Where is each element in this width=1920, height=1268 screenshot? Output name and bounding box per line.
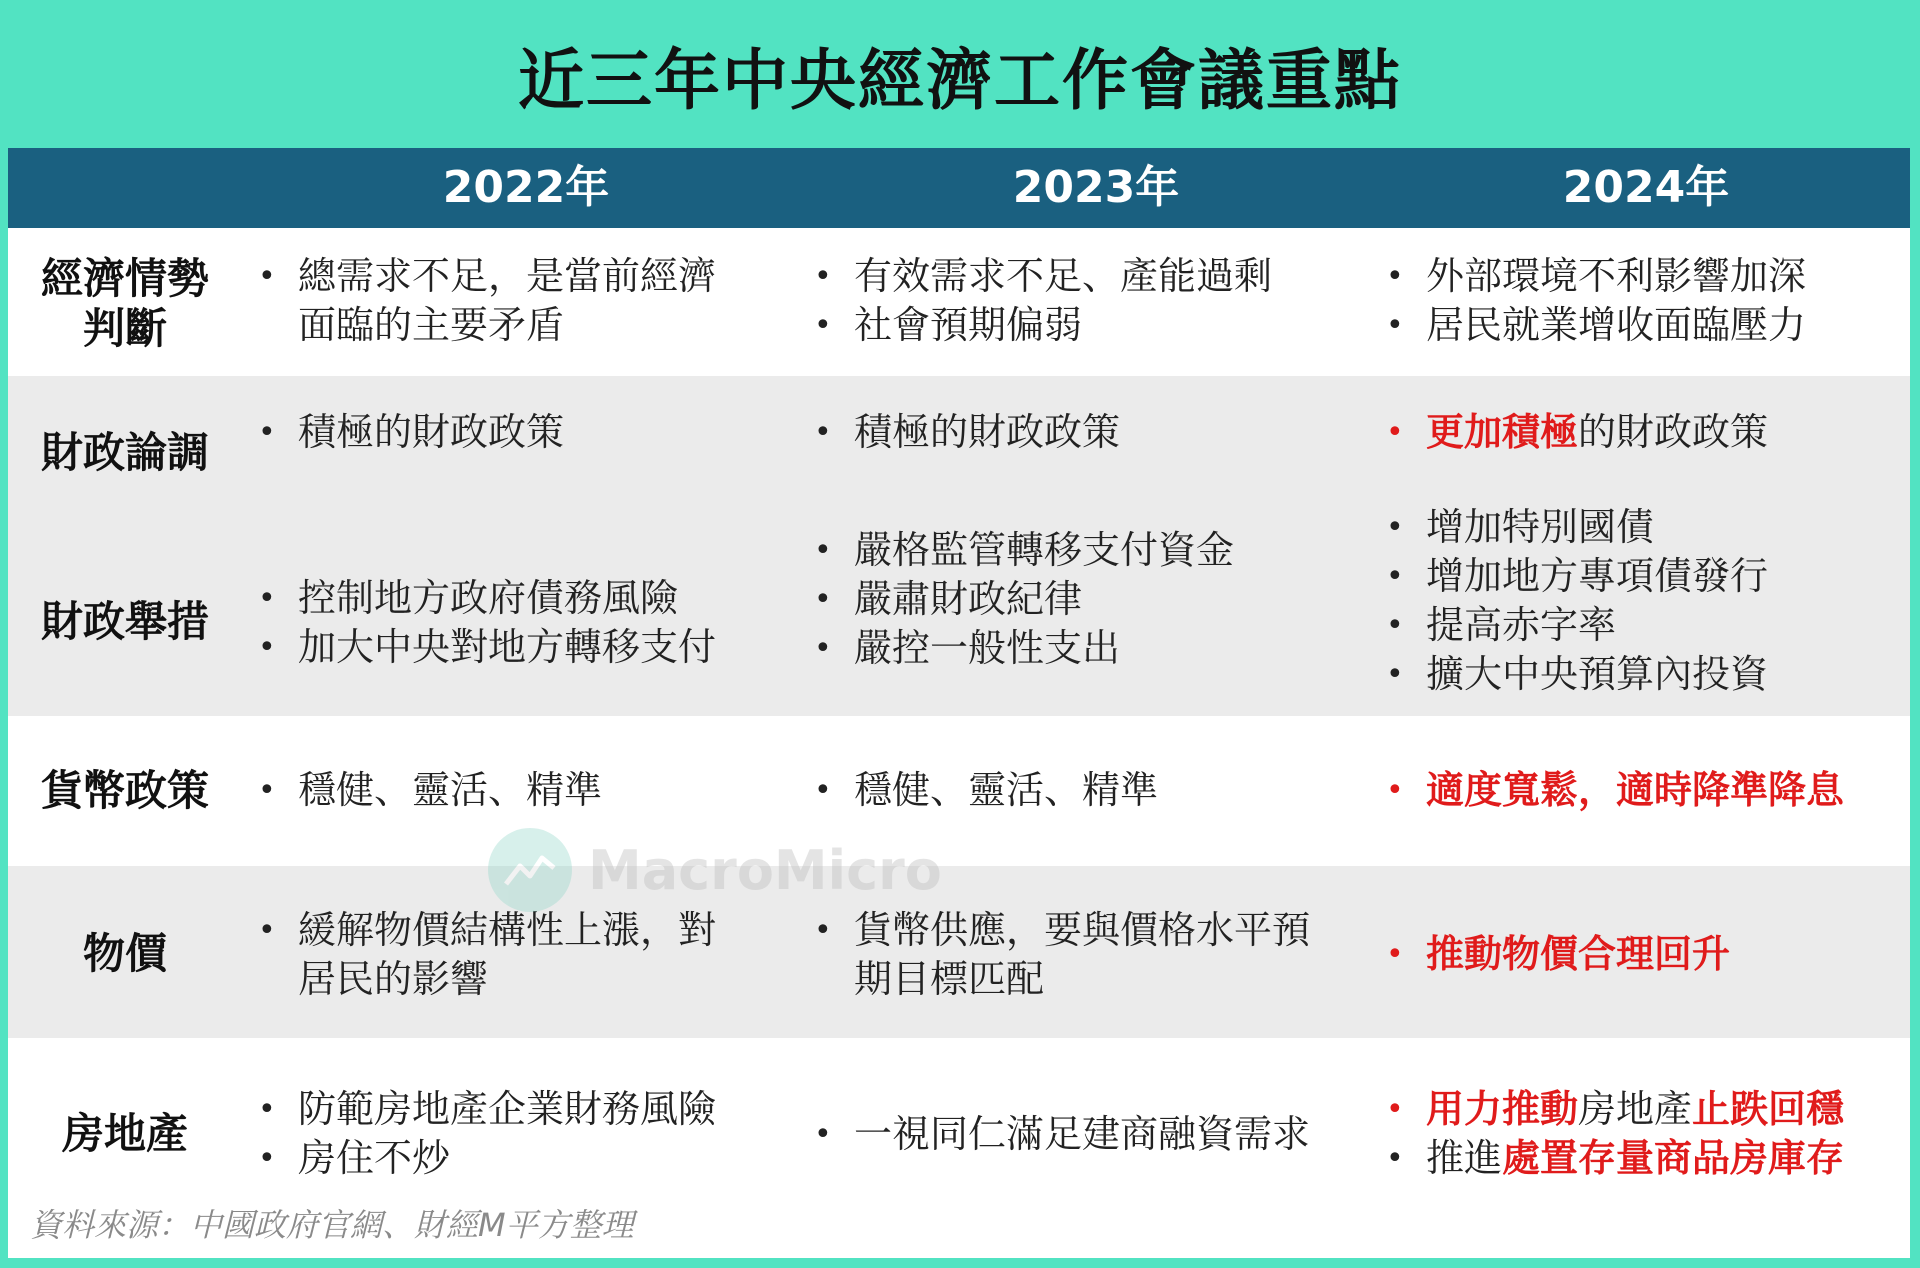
- cell-fiscal-measures-2023: [810, 524, 1382, 674]
- highlight-text: 用力推動: [1426, 1087, 1579, 1131]
- list-item: [1382, 1134, 1910, 1183]
- list-item: [254, 252, 810, 350]
- cell-property-2022: [254, 1084, 810, 1184]
- highlight-text: 處置存量商品房庫存: [1502, 1136, 1845, 1180]
- item-text: 推進: [1426, 1136, 1503, 1180]
- cell-property-2024: [1382, 1084, 1910, 1184]
- list-item: • 控制地方政府債務風險: [254, 574, 810, 623]
- cell-monetary-2024: [1382, 760, 1910, 820]
- cell-situation-2023: [810, 252, 1382, 350]
- cell-prices-2024: [1382, 924, 1910, 984]
- list-item: [1382, 766, 1910, 815]
- item-text: 總需求不足，是當前經濟: [298, 254, 717, 298]
- item-text: 房地產: [1578, 1087, 1693, 1131]
- source-note: 資料來源：中國政府官網、財經M平方整理: [30, 1206, 634, 1244]
- row-label-line: 經濟情勢: [40, 254, 209, 303]
- cell-monetary-2022: [254, 760, 810, 820]
- cell-situation-2024: [1382, 252, 1910, 350]
- row-label-fiscal-tone: 財政論調: [40, 428, 209, 477]
- list-item: • 嚴控一般性支出: [810, 624, 1382, 673]
- highlight-text: 推動物價合理回升: [1426, 931, 1731, 976]
- watermark: [488, 820, 942, 920]
- list-item: • 嚴格監管轉移支付資金: [810, 526, 1382, 575]
- list-item: • 積極的財政政策: [810, 408, 1382, 457]
- column-header-2022: 2022年: [442, 162, 610, 213]
- list-item: • 嚴肅財政紀律: [810, 575, 1382, 624]
- list-item: • 積極的財政政策: [254, 408, 810, 457]
- list-item: • 社會預期偏弱: [810, 301, 1382, 350]
- list-item: • 房住不炒: [254, 1134, 810, 1183]
- item-text: 貨幣供應，要與價格水平預: [854, 908, 1311, 952]
- highlight-text: 更加積極: [1426, 410, 1579, 454]
- list-item: • 增加地方專項債發行: [1382, 552, 1910, 601]
- list-item: • 加大中央對地方轉移支付: [254, 623, 810, 672]
- item-text: 緩解物價結構性上漲，對: [298, 908, 717, 952]
- item-text: 期目標匹配: [854, 957, 1045, 1001]
- list-item: • 擴大中央預算內投資: [1382, 650, 1910, 699]
- list-item: [254, 906, 810, 1004]
- row-label-situation: [8, 244, 242, 364]
- cell-situation-2022: [254, 252, 810, 350]
- list-item: [1382, 1085, 1910, 1134]
- list-item: • 防範房地產企業財務風險: [254, 1085, 810, 1134]
- list-item: • 增加特別國債: [1382, 503, 1910, 552]
- list-item: • 一視同仁滿足建商融資需求: [810, 1110, 1382, 1159]
- page-title: 近三年中央經濟工作會議重點: [518, 41, 1402, 119]
- cell-fiscal-tone-2024: [1382, 408, 1910, 457]
- list-item: • 穩健、靈活、精準: [810, 766, 1382, 815]
- cell-property-2023: [810, 1104, 1382, 1164]
- row-label-prices: 物價: [82, 929, 167, 978]
- list-item: • 穩健、靈活、精準: [254, 766, 810, 815]
- list-item: • 居民就業增收面臨壓力: [1382, 301, 1910, 350]
- list-item: • 有效需求不足、產能過剩: [810, 252, 1382, 301]
- watermark-text: MacroMicro: [588, 838, 942, 902]
- row-label-monetary: 貨幣政策: [40, 766, 209, 815]
- row-label-fiscal-measures: 財政舉措: [40, 597, 209, 646]
- list-item: • 提高赤字率: [1382, 601, 1910, 650]
- cell-monetary-2023: [810, 760, 1382, 820]
- macromicro-logo-icon: [488, 828, 572, 912]
- row-label-property: 房地產: [61, 1109, 188, 1158]
- column-header-2023: 2023年: [1012, 162, 1180, 213]
- list-item: [1382, 930, 1910, 979]
- column-header-2024: 2024年: [1562, 162, 1730, 213]
- list-item: [1382, 408, 1910, 457]
- item-text: 面臨的主要矛盾: [298, 303, 565, 347]
- highlight-text: 適度寬鬆，適時降準降息: [1426, 767, 1845, 812]
- table-header: [8, 148, 1910, 228]
- cell-fiscal-tone-2022: [254, 408, 810, 457]
- list-item: [810, 906, 1382, 1004]
- cell-fiscal-measures-2022: [254, 548, 810, 698]
- row-label-line: 判斷: [82, 304, 167, 353]
- cell-fiscal-tone-2023: [810, 408, 1382, 457]
- item-text: 的財政政策: [1578, 410, 1769, 454]
- item-text: 居民的影響: [298, 957, 489, 1001]
- highlight-text: 止跌回穩: [1692, 1087, 1845, 1131]
- list-item: • 外部環境不利影響加深: [1382, 252, 1910, 301]
- cell-fiscal-measures-2024: [1382, 503, 1910, 699]
- comparison-table: [8, 148, 1910, 1258]
